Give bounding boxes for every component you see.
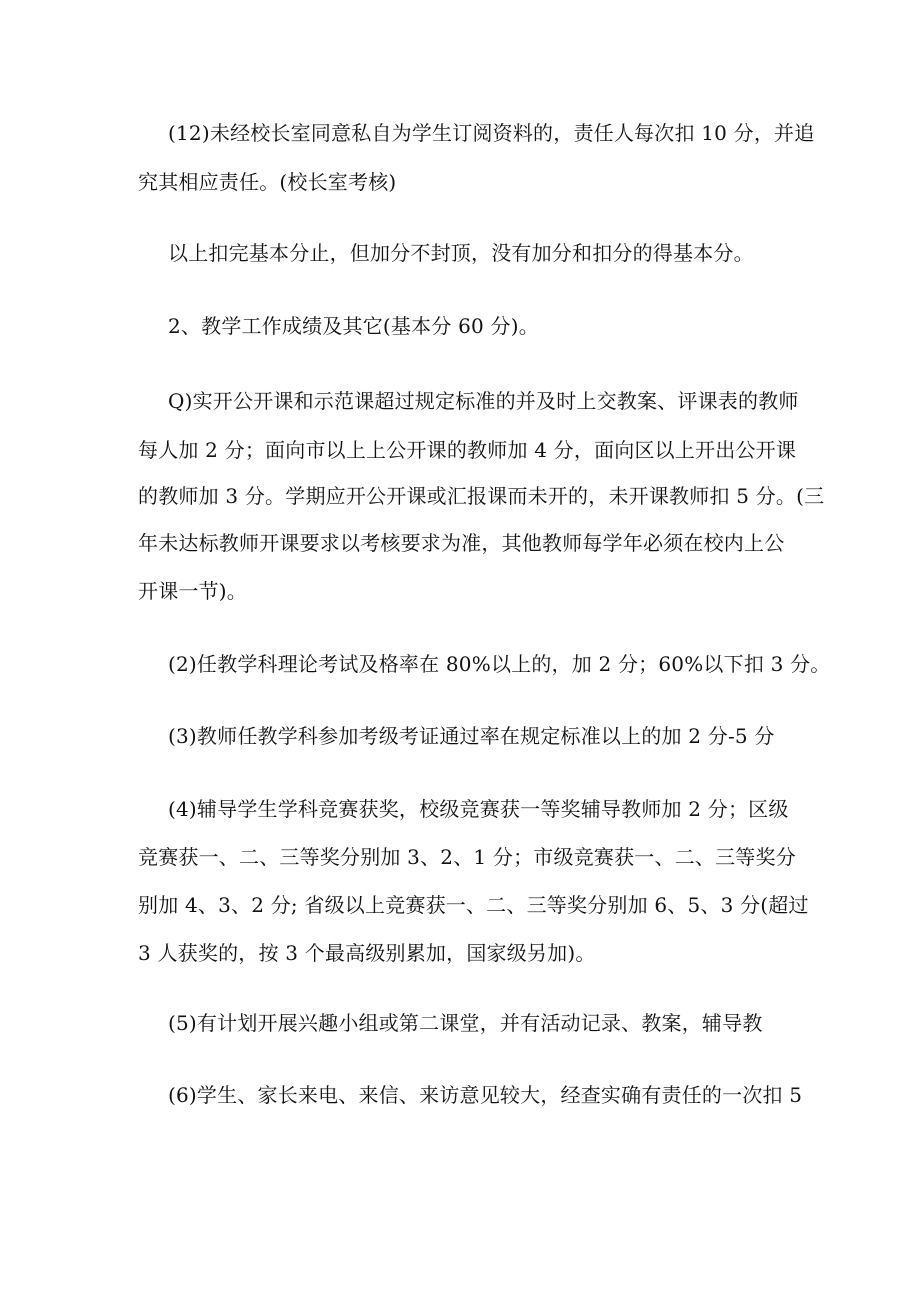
item-1-line-2: 每人加 2 分；面向市以上上公开课的教师加 4 分，面向区以上开出公开课 [138, 438, 797, 462]
item-5-line: (5)有计划开展兴趣小组或第二课堂，并有活动记录、教案，辅导教 [168, 1011, 763, 1035]
item-1-line-5: 开课一节)。 [138, 579, 248, 603]
item-2-line: (2)任教学科理论考试及格率在 80%以上的，加 2 分；60%以下扣 3 分。 [168, 652, 831, 676]
paragraph-12-line-1: (12)未经校长室同意私自为学生订阅资料的，责任人每次扣 10 分，并追 [168, 121, 815, 145]
item-3-line: (3)教师任教学科参加考级考证通过率在规定标准以上的加 2 分-5 分 [168, 724, 775, 748]
item-4-line-2: 竞赛获一、二、三等奖分别加 3、2、1 分；市级竞赛获一、二、三等奖分 [138, 845, 796, 869]
item-1-line-3: 的教师加 3 分。学期应开公开课或汇报课而未开的，未开课教师扣 5 分。(三 [138, 484, 825, 508]
item-1-line-4: 年未达标教师开课要求以考核要求为准，其他教师每学年必须在校内上公 [138, 531, 785, 555]
section-2-heading: 2、教学工作成绩及其它(基本分 60 分)。 [168, 314, 539, 338]
item-6-line: (6)学生、家长来电、来信、来访意见较大，经查实确有责任的一次扣 5 [168, 1083, 803, 1107]
item-4-line-1: (4)辅导学生学科竞赛获奖，校级竞赛获一等奖辅导教师加 2 分；区级 [168, 797, 789, 821]
item-4-line-3: 别加 4、3、2 分; 省级以上竞赛获一、二、三等奖分别加 6、5、3 分(超过 [138, 893, 809, 917]
summary-line: 以上扣完基本分止，但加分不封顶，没有加分和扣分的得基本分。 [168, 241, 754, 265]
paragraph-12-line-2: 究其相应责任。(校长室考核) [138, 170, 397, 194]
item-1-line-1: Q)实开公开课和示范课超过规定标准的并及时上交教案、评课表的教师 [168, 389, 799, 413]
item-4-line-4: 3 人获奖的，按 3 个最高级别累加，国家级另加)。 [138, 941, 596, 965]
